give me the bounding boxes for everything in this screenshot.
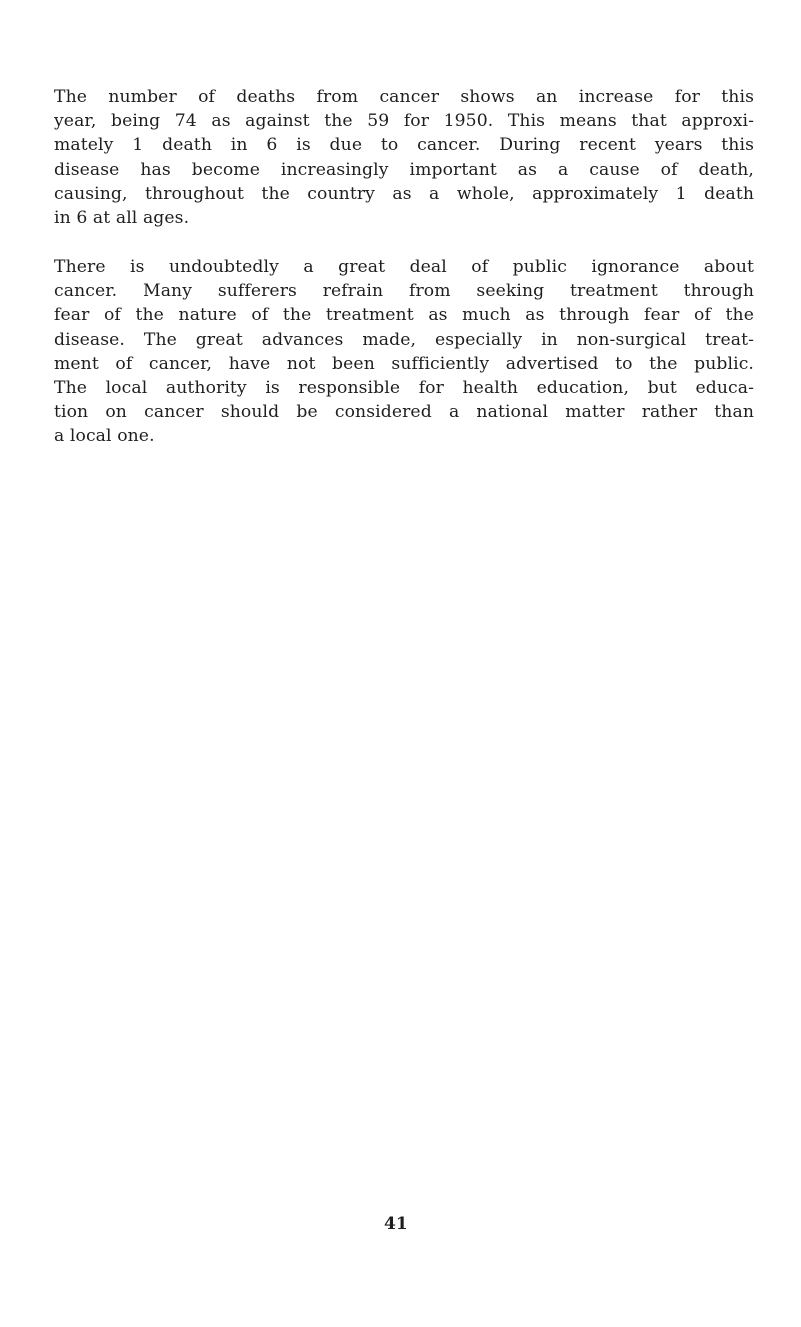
text-line: There is undoubtedly a great deal of public ignorance about (54, 257, 754, 277)
text-line: a local one. (54, 426, 155, 447)
text-line: mately 1 death in 6 is due to cancer. During recent years this (54, 135, 754, 156)
paragraph-cancer-deaths (54, 85, 754, 230)
text-line: year, being 74 as against the 59 for 1950. This means that approxi- (54, 111, 754, 132)
page-number: 41 (384, 1214, 408, 1234)
text-line: in 6 at all ages. (54, 208, 190, 229)
text-line: The number of deaths from cancer shows an increase for this (54, 87, 754, 107)
text-line: disease. The great advances made, especially in non-surgical treat- (54, 329, 754, 350)
text-line: cancer. Many sufferers refrain from seeking treatment through (54, 281, 754, 302)
paragraph-public-ignorance (54, 255, 754, 449)
text-line: causing, throughout the country as a whole, approximately 1 death (54, 183, 754, 204)
text-line: disease has become increasingly important as a cause of death, (54, 159, 754, 180)
text-line: fear of the nature of the treatment as much as through fear of the (54, 305, 754, 326)
text-line: tion on cancer should be considered a national matter rather than (54, 402, 754, 423)
text-line: ment of cancer, have not been sufficiently advertised to the public. (54, 353, 754, 374)
text-line: The local authority is responsible for health education, but educa- (54, 378, 754, 399)
